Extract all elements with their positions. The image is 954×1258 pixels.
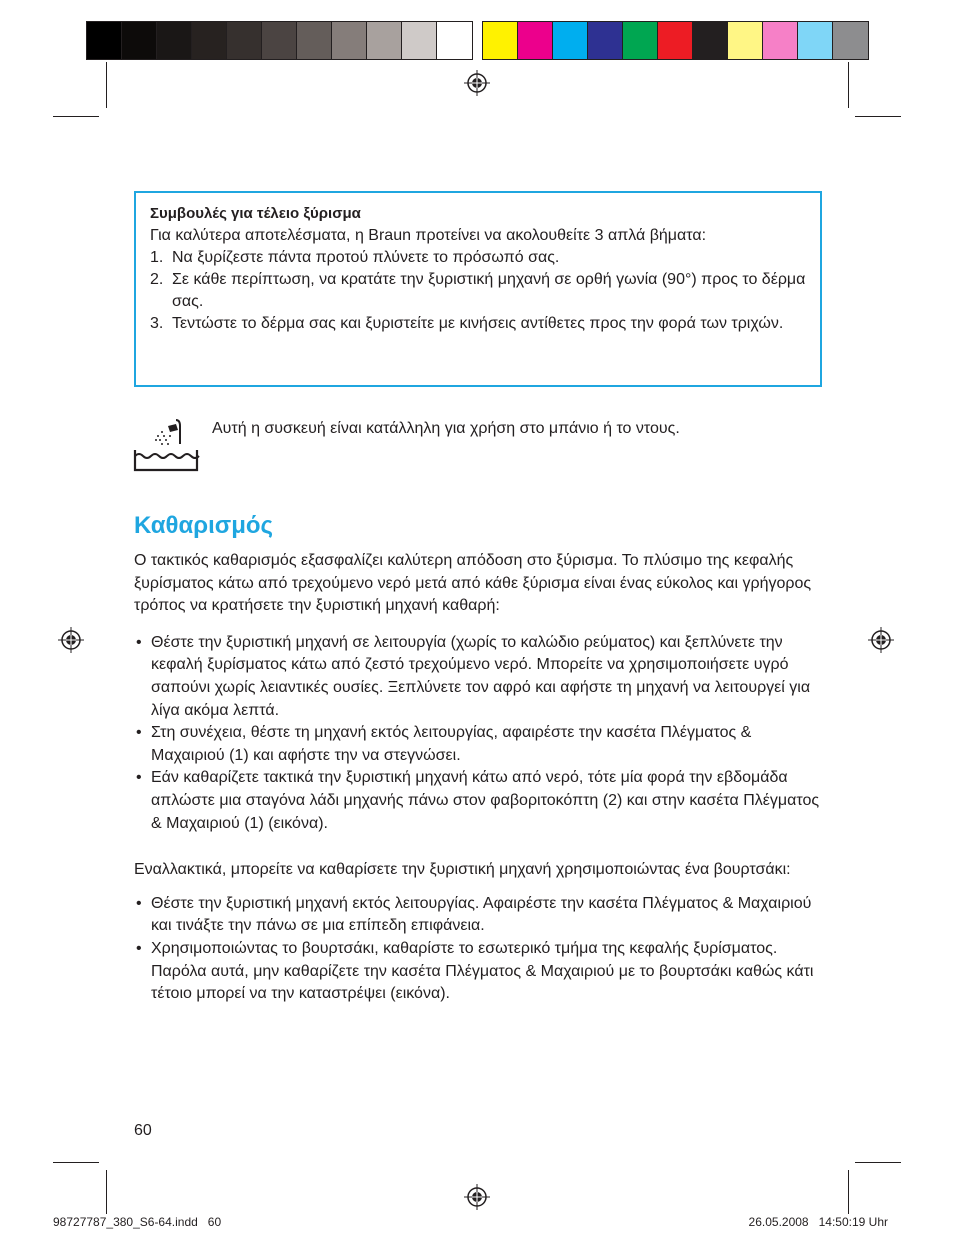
color-swatch	[763, 22, 798, 59]
color-calibration-bar	[482, 21, 869, 60]
crop-mark	[53, 116, 99, 117]
cleaning-section-content	[134, 550, 824, 1006]
tips-step	[150, 247, 808, 269]
color-swatch	[157, 22, 192, 59]
bullet: •	[136, 769, 142, 787]
step-number: 3.	[150, 315, 164, 332]
brush-cleaning-bullet-list	[134, 893, 824, 1006]
tips-step	[150, 313, 808, 335]
shower-bath-icon	[132, 418, 200, 474]
color-swatch	[623, 22, 658, 59]
bullet: •	[136, 633, 142, 651]
crop-mark	[53, 1162, 99, 1163]
color-swatch	[588, 22, 623, 59]
step-text: Να ξυρίζεστε πάντα προτού πλύνετε το πρόσωπό σας.	[172, 249, 560, 266]
crop-mark	[106, 62, 107, 108]
brush-cleaning-intro: Εναλλακτικά, μπορείτε να καθαρίσετε την ξυριστική μηχανή χρησιμοποιώντας ένα βουρτσάκι:	[134, 861, 791, 879]
bullet: •	[136, 939, 142, 957]
color-swatch	[332, 22, 367, 59]
page-number: 60	[134, 1122, 152, 1139]
crop-mark	[855, 1162, 901, 1163]
cleaning-bullet-list	[134, 632, 824, 835]
registration-mark-icon	[464, 1184, 490, 1210]
color-swatch	[192, 22, 227, 59]
color-swatch	[798, 22, 833, 59]
registration-mark-icon	[58, 627, 84, 653]
color-swatch	[402, 22, 437, 59]
tips-step	[150, 269, 808, 313]
print-slug-timestamp: 26.05.2008 14:50:19 Uhr	[748, 1215, 888, 1229]
crop-mark	[855, 116, 901, 117]
registration-mark-icon	[868, 627, 894, 653]
list-item: • Στη συνέχεια, θέστε τη μηχανή εκτός λειτουργίας, αφαιρέστε την κασέτα Πλέγματος & Μαχαιριού (1) και αφήστε την να στεγνώσει.	[136, 724, 752, 764]
list-item: • Θέστε την ξυριστική μηχανή σε λειτουργία (χωρίς το καλώδιο ρεύματος) και ξεπλύνετε την κεφαλή ξυρίσματος κάτω από ζεστό τρεχούμενο νερό. Μπορείτε να χρησιμοποιήσετε υγρό σαπούνι χωρίς λειαντικές ουσίες. Ξεπλύνετε τον αφρό και αφήστε τη μηχανή να λειτουργεί για λίγα ακόμα λεπτά.	[136, 633, 811, 719]
tips-title: Συμβουλές για τέλειο ξύρισμα	[150, 205, 361, 222]
print-slug-filename: 98727787_380_S6-64.indd 60	[53, 1215, 222, 1229]
crop-mark	[106, 1170, 107, 1214]
color-swatch	[833, 22, 868, 59]
registration-mark-icon	[464, 70, 490, 96]
step-text: Σε κάθε περίπτωση, να κρατάτε την ξυριστική μηχανή σε ορθή γωνία (90°) προς το δέρμα σας.	[172, 271, 806, 310]
color-swatch	[87, 22, 122, 59]
bath-suitability-note: Αυτή η συσκευή είναι κατάλληλη για χρήση στο μπάνιο ή το ντους.	[212, 420, 680, 437]
color-swatch	[658, 22, 693, 59]
bullet: •	[136, 724, 142, 742]
color-swatch	[483, 22, 518, 59]
step-text: Τεντώστε το δέρμα σας και ξυριστείτε με κινήσεις αντίθετες προς την φορά των τριχών.	[172, 315, 784, 332]
color-swatch	[367, 22, 402, 59]
crop-mark	[848, 1170, 849, 1214]
color-swatch	[553, 22, 588, 59]
list-item: • Χρησιμοποιώντας το βουρτσάκι, καθαρίστε το εσωτερικό τμήμα της κεφαλής ξυρίσματος. Παρόλα αυτά, μην καθαρίζετε την κασέτα Πλέγματος & Μαχαιριού με το βουρτσάκι καθώς κάτι τέτοιο μπορεί να την καταστρέψει (εικόνα).	[136, 939, 814, 1003]
color-swatch	[518, 22, 553, 59]
color-swatch	[227, 22, 262, 59]
color-swatch	[728, 22, 763, 59]
step-number: 1.	[150, 249, 164, 266]
list-item: • Εάν καθαρίζετε τακτικά την ξυριστική μηχανή κάτω από νερό, τότε μία φορά την εβδομάδα απλώστε μια σταγόνα λάδι μηχανής πάνω στον φαβοριτοκόπτη (2) και στην κασέτα Πλέγματος & Μαχαιριού (1) (εικόνα).	[136, 769, 820, 832]
color-swatch	[122, 22, 157, 59]
step-number: 2.	[150, 271, 164, 288]
crop-mark	[848, 62, 849, 108]
color-swatch	[437, 22, 472, 59]
tips-intro: Για καλύτερα αποτελέσματα, η Braun προτείνει να ακολουθείτε 3 απλά βήματα:	[150, 227, 707, 244]
color-swatch	[262, 22, 297, 59]
tips-steps-list	[150, 247, 808, 335]
list-item: • Θέστε την ξυριστική μηχανή εκτός λειτουργίας. Αφαιρέστε την κασέτα Πλέγματος & Μαχαιριού και τινάξτε την πάνω σε μια επίπεδη επιφάνεια.	[136, 894, 812, 935]
color-swatch	[297, 22, 332, 59]
shaving-tips-box	[134, 191, 822, 387]
color-swatch	[693, 22, 728, 59]
cleaning-intro: Ο τακτικός καθαρισμός εξασφαλίζει καλύτερη απόδοση στο ξύρισμα. Το πλύσιμο της κεφαλής ξυρίσματος κάτω από τρεχούμενο νερό μετά από κάθε ξύρισμα είναι ένας εύκολος και γρήγορος τρόπος να κρατήσετε την ξυριστική μηχανή καθαρή:	[134, 552, 812, 615]
cleaning-section-title: Καθαρισμός	[134, 512, 274, 539]
grayscale-calibration-bar	[86, 21, 473, 60]
bullet: •	[136, 894, 142, 912]
